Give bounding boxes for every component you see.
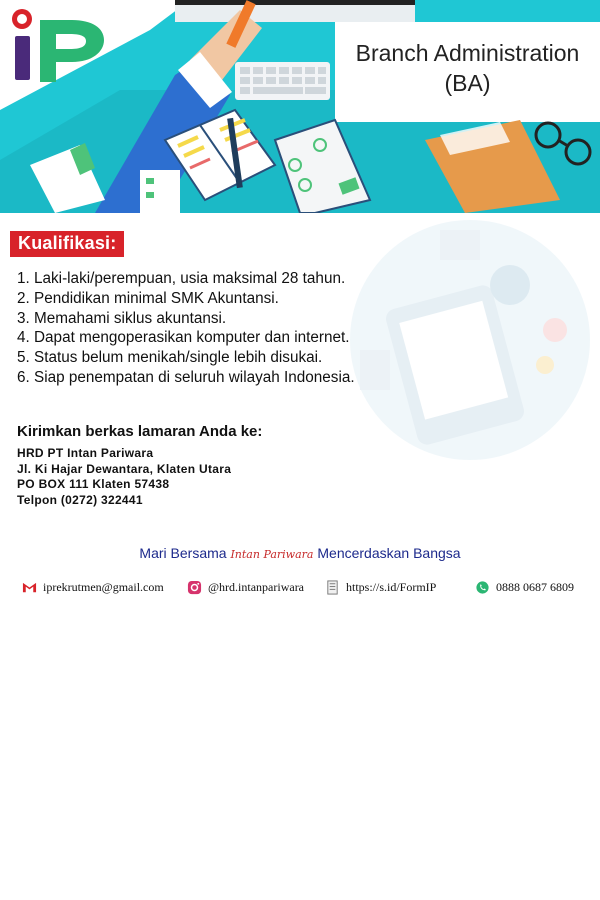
address-line: HRD PT Intan Pariwara [17, 446, 154, 460]
background-tech-illustration [330, 200, 600, 470]
intan-pariwara-logo [0, 0, 120, 84]
instagram-text: @hrd.intanpariwara [208, 580, 305, 594]
header-banner [0, 0, 600, 213]
slogan-brand: Intan Pariwara [230, 548, 314, 561]
contact-bar [0, 580, 600, 600]
slogan-after: Mencerdaskan Bangsa [317, 545, 461, 561]
contact-form[interactable] [325, 580, 436, 595]
slogan [0, 545, 600, 561]
slogan-before: Mari Bersama [139, 545, 227, 561]
instagram-icon [187, 580, 202, 595]
form-icon [325, 580, 340, 595]
job-title-line2: (BA) [444, 70, 491, 96]
job-title [335, 38, 600, 110]
whatsapp-icon [475, 580, 490, 595]
job-title-line1: Branch Administration [355, 40, 580, 66]
list-item: 4. Dapat mengoperasikan komputer dan internet. [17, 329, 350, 347]
list-item: 6. Siap penempatan di seluruh wilayah Indonesia. [17, 368, 355, 386]
qualifications-list [17, 269, 355, 388]
email-text: iprekrutmen@gmail.com [43, 580, 164, 594]
address-line: Telpon (0272) 322441 [17, 492, 143, 507]
gmail-icon [22, 580, 37, 595]
qualifications-label: Kualifikasi: [10, 231, 124, 257]
list-item: 1. Laki-laki/perempuan, usia maksimal 28 tahun. [17, 270, 346, 287]
contact-instagram[interactable] [187, 580, 304, 595]
address-line: Jl. Ki Hajar Dewantara, Klaten Utara [17, 461, 232, 476]
whatsapp-text: 0888 0687 6809 [496, 580, 574, 594]
list-item: 3. Memahami siklus akuntansi. [17, 309, 227, 327]
list-item: 5. Status belum menikah/single lebih disukai. [17, 349, 323, 367]
contact-whatsapp[interactable] [475, 580, 574, 595]
form-link-text: https://s.id/FormIP [346, 580, 437, 594]
application-address [17, 446, 231, 508]
contact-email[interactable] [22, 580, 164, 595]
address-line: PO BOX 111 Klaten 57438 [17, 477, 170, 491]
list-item: 2. Pendidikan minimal SMK Akuntansi. [17, 289, 279, 307]
application-heading: Kirimkan berkas lamaran Anda ke: [17, 423, 263, 440]
